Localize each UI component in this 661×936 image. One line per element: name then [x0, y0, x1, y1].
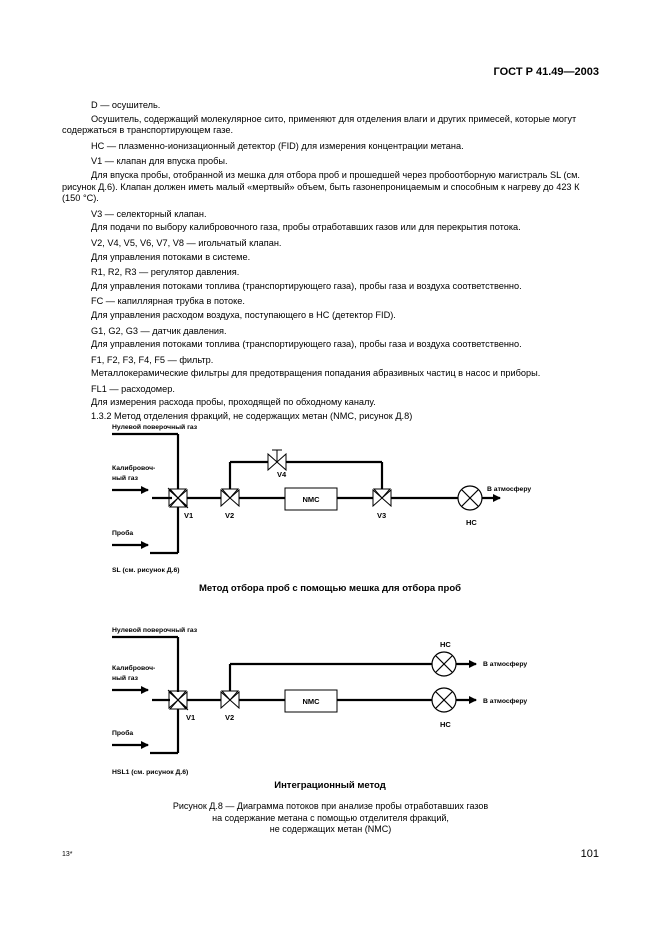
diagram-bag-sampling: [112, 423, 531, 594]
hc-detector: [458, 486, 482, 510]
valve-v4: [268, 450, 286, 470]
diagram1-title: Метод отбора проб с помощью мешка для отбора проб: [198, 583, 462, 594]
zero-gas-label-2: Нулевой поверочный газ: [112, 627, 198, 634]
cal-gas-label-2: ный газ: [112, 475, 139, 482]
v2-label: V2: [225, 511, 235, 520]
outlet-label: В атмосферу: [487, 486, 532, 493]
diagram-integration: [112, 626, 527, 791]
paragraph: Для управления расходом воздуха, поступающего в НС (детектор FID).: [91, 309, 396, 320]
valve-v3: [373, 489, 391, 506]
paragraph: Для управления потоками топлива (транспортирующего газа), пробы газа и воздуха соответственно.: [91, 280, 522, 291]
v3-label: V3: [377, 511, 387, 520]
paragraph: V1 — клапан для впуска пробы.: [91, 156, 228, 167]
paragraph: Осушитель, содержащий молекулярное сито, применяют для отделения влаги и других примесей, которые могут содержаться в транспортирующем газе.: [62, 113, 577, 136]
zero-gas-label: Нулевой поверочный газ: [112, 424, 198, 431]
hc-label-bottom: НС: [440, 720, 451, 729]
cal-gas-label-2b: ный газ: [112, 675, 139, 682]
paragraph: Для измерения расхода пробы, проходящей по обходному каналу.: [91, 397, 376, 408]
outlet-label-top: В атмосферу: [483, 661, 528, 668]
source-label: SL (см. рисунок Д.6): [112, 567, 180, 574]
paragraph: V3 — селекторный клапан.: [91, 208, 207, 219]
paragraph: F1, F2, F3, F4, F5 — фильтр.: [91, 354, 214, 365]
valve-v2: [221, 489, 239, 506]
cal-gas-label-2a: Калибровоч-: [112, 665, 156, 672]
document-header: ГОСТ Р 41.49—2003: [493, 66, 599, 78]
valve-v2-2: [221, 691, 239, 708]
paragraph: D — осушитель.: [91, 100, 161, 110]
hc-label: НС: [466, 518, 477, 527]
v1-label: V1: [184, 511, 194, 520]
page-number: 101: [580, 848, 599, 860]
sample-label: Проба: [112, 530, 134, 537]
figure-caption-line-3: не содержащих метан (NMC): [269, 824, 392, 834]
nmc-label: NMC: [302, 495, 320, 504]
v2-label-2: V2: [225, 713, 235, 722]
sample-label-2: Проба: [112, 730, 134, 737]
paragraph: Для подачи по выбору калибровочного газа, пробы отработавших газов или для перекрытия потока.: [91, 222, 521, 233]
paragraph: R1, R2, R3 — регулятор давления.: [91, 267, 240, 278]
paragraph: 1.3.2 Метод отделения фракций, не содержащих метан (NMC, рисунок Д.8): [91, 411, 413, 422]
paragraph: Для управления потоками топлива (транспортирующего газа), пробы газа и воздуха соответственно.: [91, 339, 522, 350]
figure-caption-line-2: на содержание метана с помощью отделителя фракций,: [212, 812, 449, 823]
valve-v1-2: [168, 690, 188, 710]
hc-label-top: НС: [440, 640, 451, 649]
paragraph: V2, V4, V5, V6, V7, V8 — игольчатый клапан.: [91, 237, 282, 248]
paragraph: G1, G2, G3 — датчик давления.: [91, 325, 227, 336]
hc-detector-top: [432, 652, 456, 676]
paragraph: Металлокерамические фильтры для предотвращения попадания абразивных частиц в насос и приборы.: [91, 368, 541, 379]
v4-label: V4: [277, 470, 287, 479]
cal-gas-label-1: Калибровоч-: [112, 465, 156, 472]
nmc-label-2: NMC: [302, 697, 320, 706]
outlet-label-bottom: В атмосферу: [483, 698, 528, 705]
paragraph: Для управления потоками в системе.: [91, 251, 251, 262]
diagram2-title: Интеграционный метод: [274, 780, 386, 791]
footer-signature-mark: 13*: [62, 851, 73, 858]
paragraph: Для впуска пробы, отобранной из мешка для отбора проб и прошедшей через пробоотборную магистраль SL (см. рисунок Д.6). Клапан должен иметь малый «мертвый» объем, быть газонепроницаемым и способным к нагреву до 423 К (150 °С).: [62, 169, 580, 204]
paragraph: FL1 — расходомер.: [91, 383, 175, 394]
figure-caption-line-1: Рисунок Д.8 — Диаграмма потоков при анализе пробы отработавших газов: [172, 801, 489, 811]
v1-label-2: V1: [186, 713, 196, 722]
hc-detector-bottom: [432, 688, 456, 712]
figure-caption: [120, 801, 541, 836]
paragraph: FC — капиллярная трубка в потоке.: [91, 296, 245, 307]
source-label-2: HSL1 (см. рисунок Д.6): [112, 769, 189, 776]
paragraph: НС — плазменно-ионизационный детектор (FID) для измерения концентрации метана.: [91, 140, 464, 151]
